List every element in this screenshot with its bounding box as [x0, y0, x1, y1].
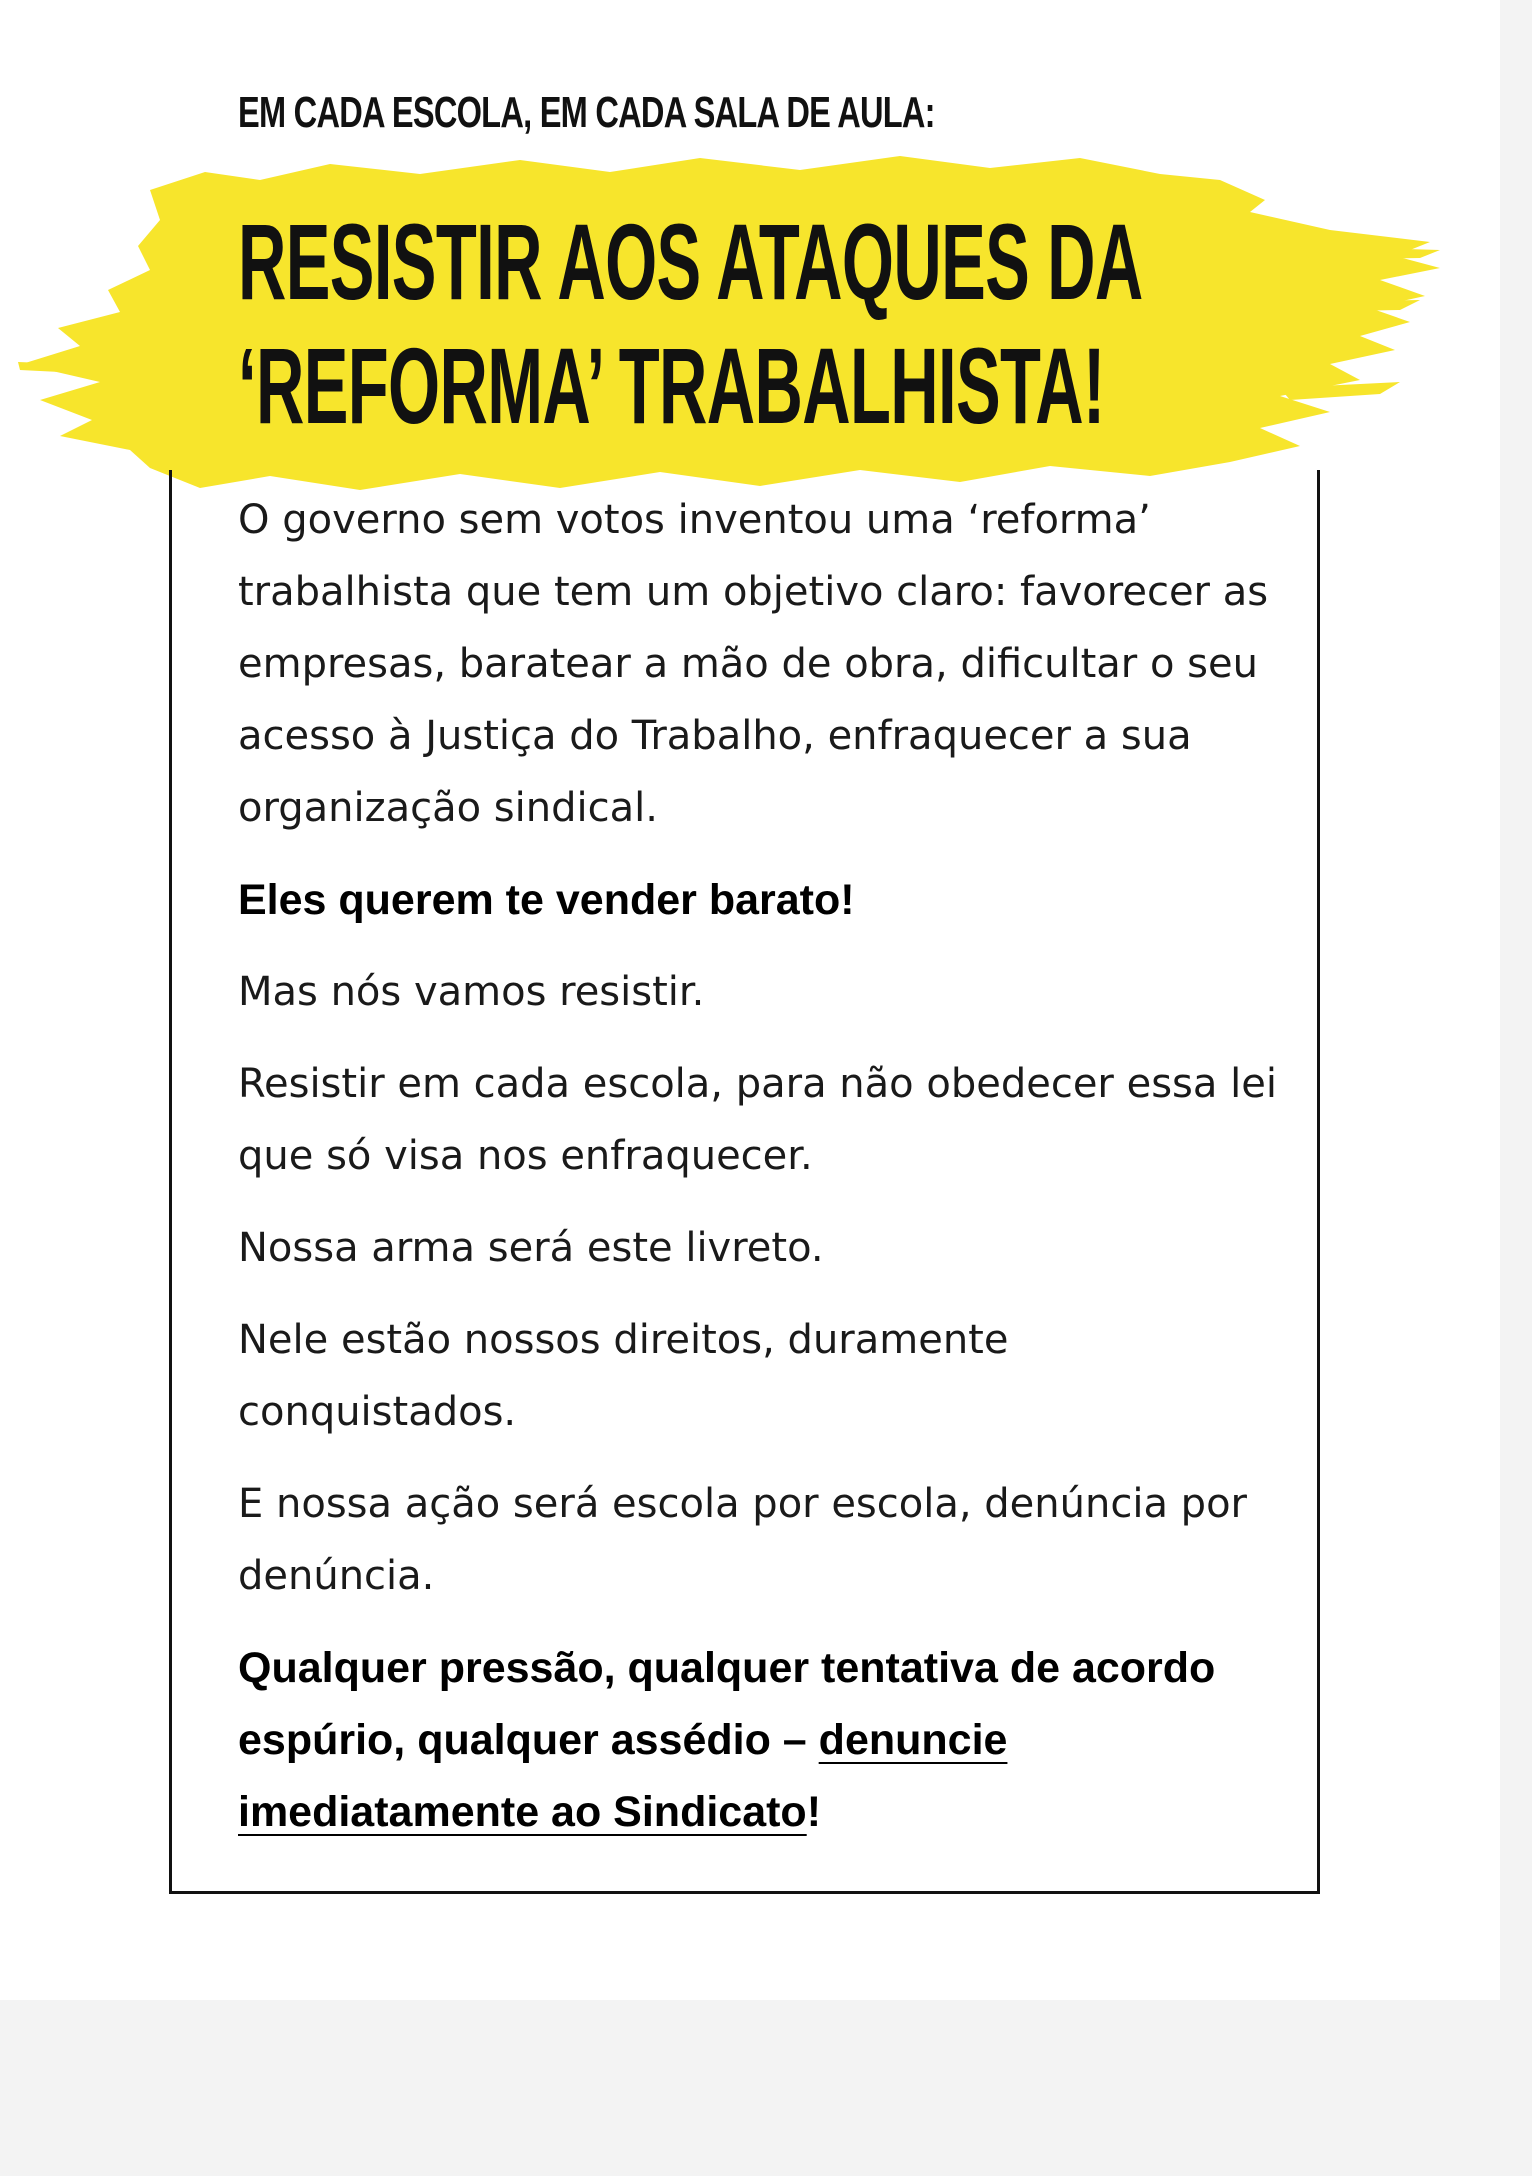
paragraph-emphasis: Eles querem te vender barato! [238, 876, 855, 924]
call-to-action-link: denuncie imediatamente ao Sindicato [238, 1716, 1008, 1836]
headline-line-1: RESISTIR AOS ATAQUES DA [238, 201, 1143, 322]
paragraph-action: E nossa ação será escola por escola, denúncia por denúncia. [238, 1481, 1247, 1599]
paragraph-resist-school: Resistir em cada escola, para não obedecer essa lei que só visa nos enfraquecer. [238, 1061, 1277, 1179]
paragraph-rights: Nele estão nossos direitos, duramente conquistados. [238, 1317, 1009, 1435]
paragraph-call-to-action [238, 1632, 1278, 1848]
headline-line-2: ‘REFORMA’ TRABALHISTA! [238, 325, 1105, 446]
kicker-heading: EM CADA ESCOLA, EM CADA SALA DE AULA: [238, 88, 935, 137]
paragraph-weapon: Nossa arma será este livreto. [238, 1225, 824, 1271]
call-to-action-lead: Qualquer pressão, qualquer tentativa de acordo espúrio, qualquer assédio – [238, 1644, 1216, 1764]
paragraph-intro: O governo sem votos inventou uma ‘reforma’ trabalhista que tem um objetivo claro: favorecer as empresas, baratear a mão de obra, dificultar o seu acesso à Justiça do Trabalho, enfraquecer a sua organização sindical. [238, 497, 1269, 831]
call-to-action-end: ! [806, 1788, 822, 1836]
headline [238, 200, 1143, 448]
body-text [238, 484, 1278, 1868]
paragraph-resist: Mas nós vamos resistir. [238, 969, 705, 1015]
